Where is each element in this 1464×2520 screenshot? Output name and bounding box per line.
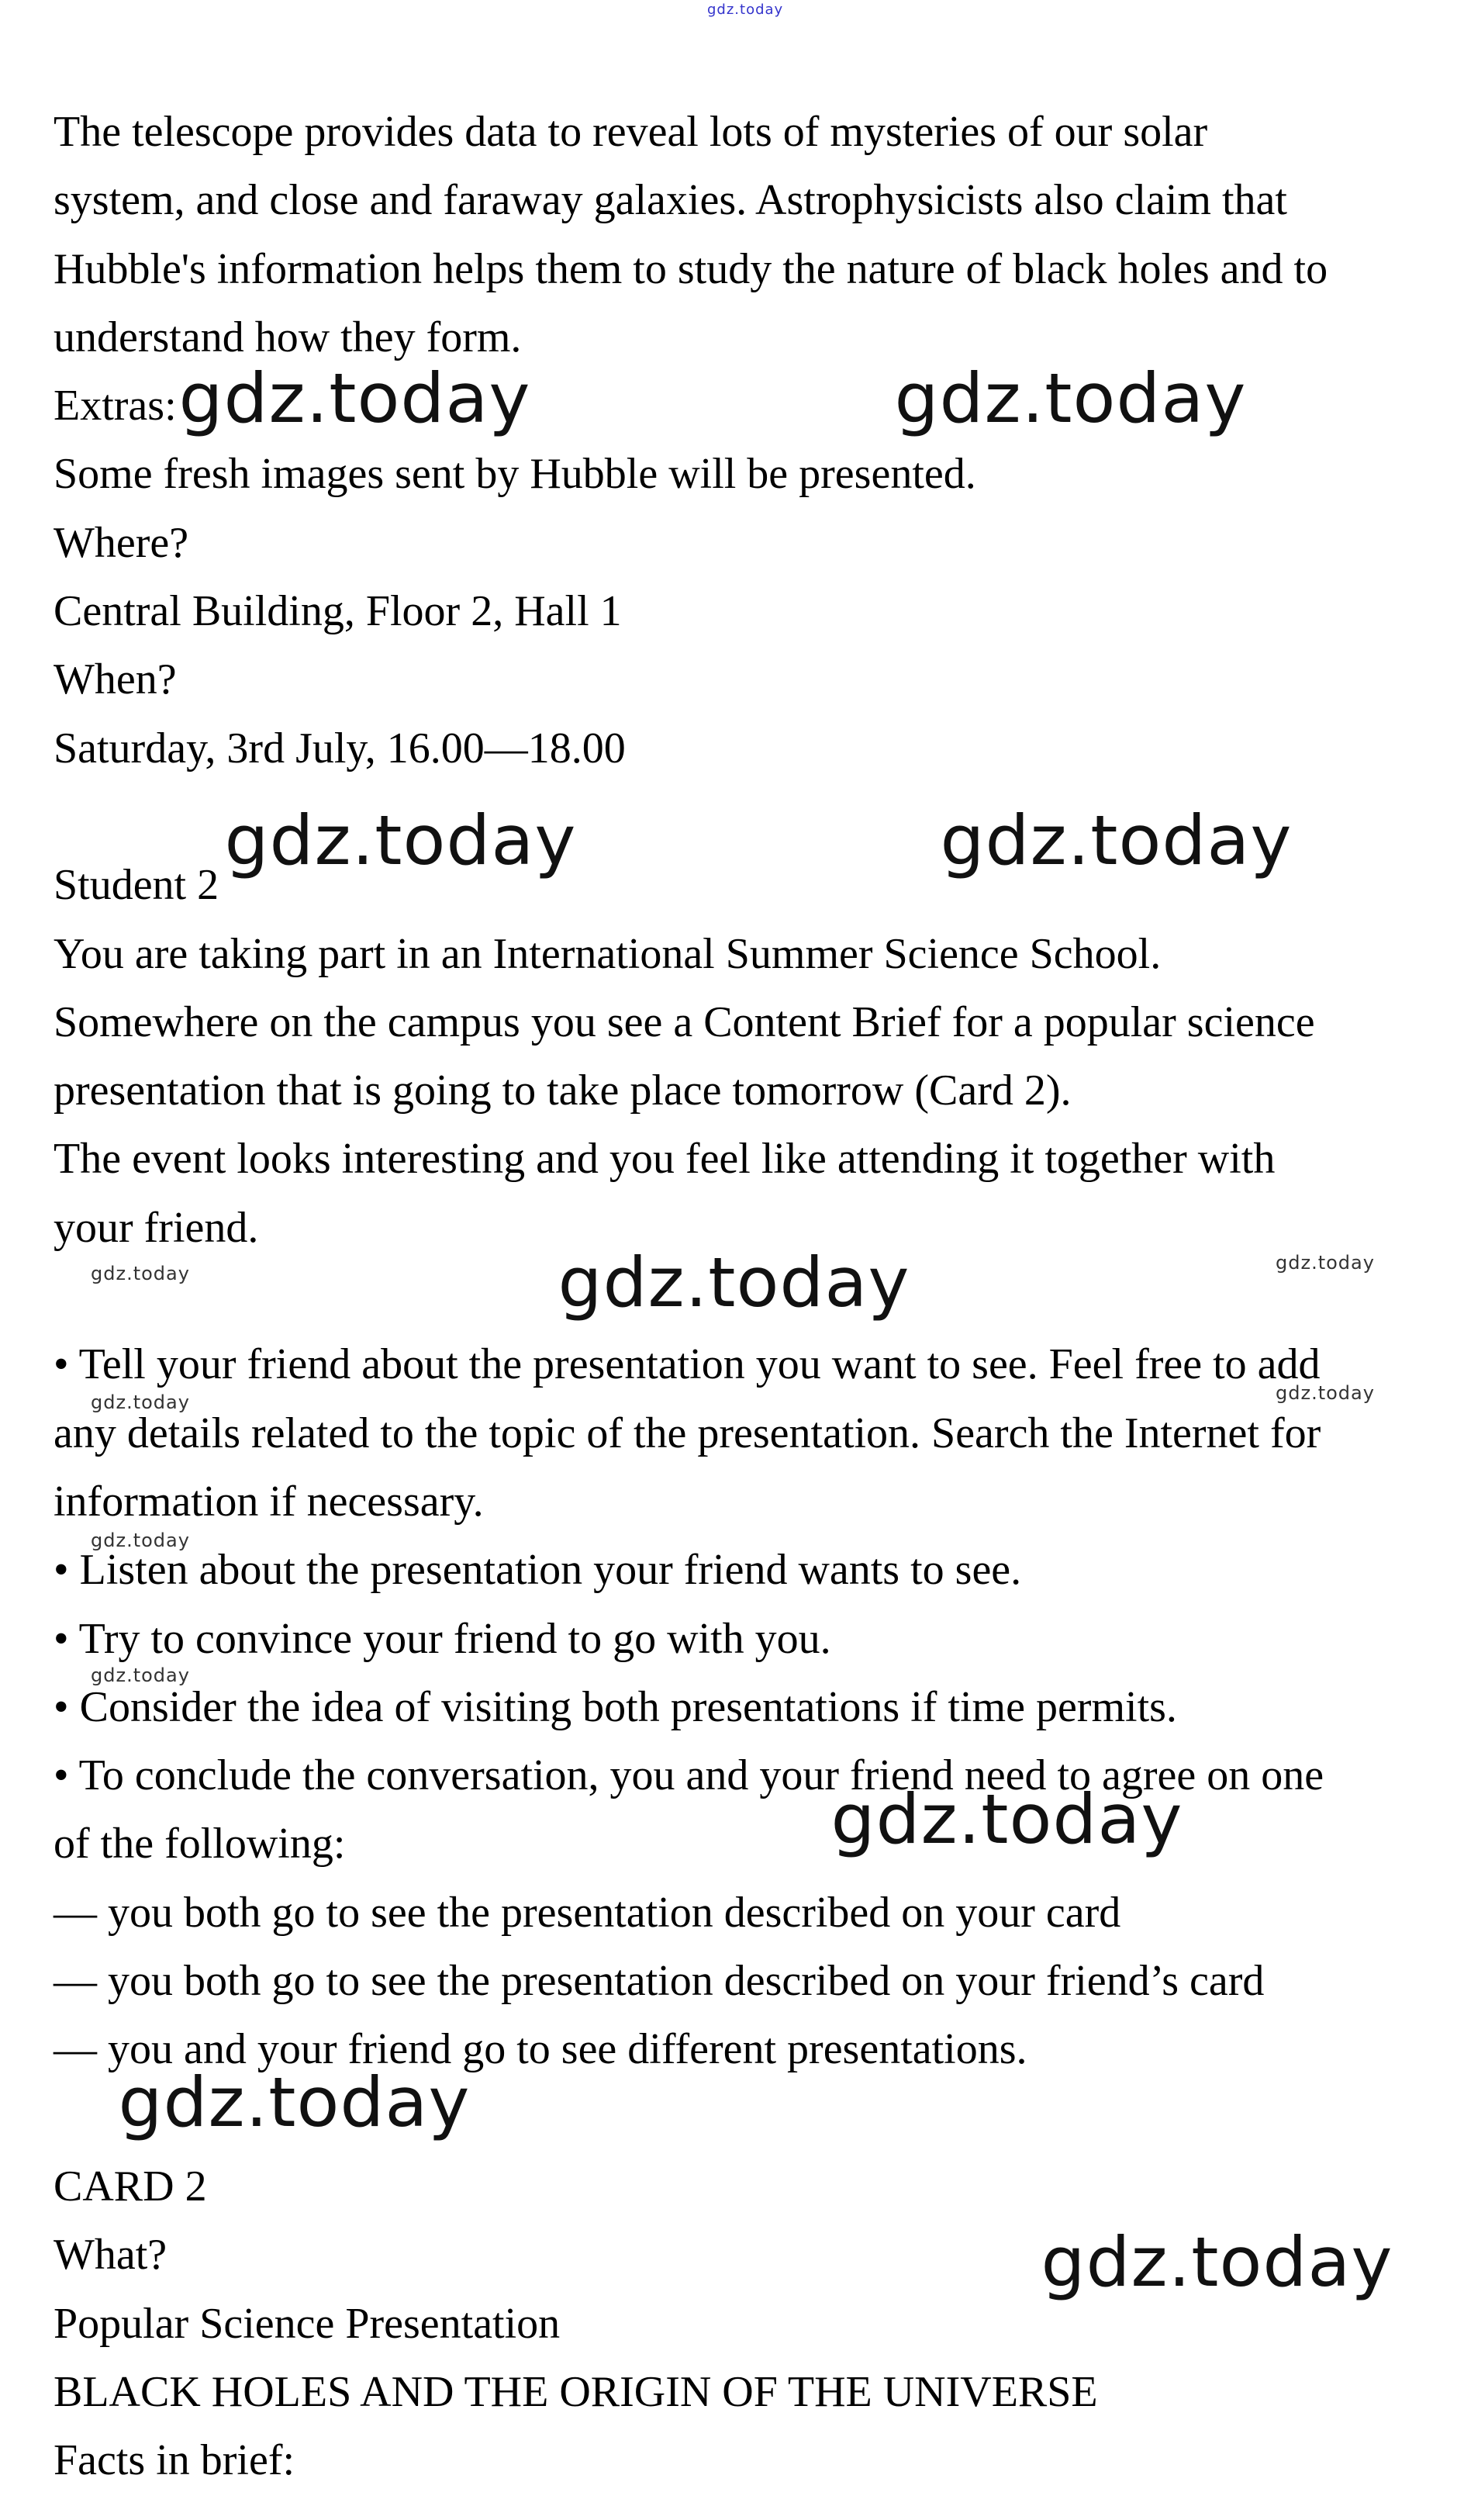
text-line: Some fresh images sent by Hubble will be presented.: [54, 450, 976, 499]
text-line: Student 2: [54, 861, 219, 910]
text-line: The telescope provides data to reveal lots of mysteries of our solar: [54, 108, 1208, 156]
text-line: When?: [54, 655, 177, 704]
text-line: Where?: [54, 518, 189, 567]
watermark-small: gdz.today: [1276, 1382, 1375, 1404]
text-line: BLACK HOLES AND THE ORIGIN OF THE UNIVERSE: [54, 2367, 1098, 2416]
text-line: presentation that is going to take place tomorrow (Card 2).: [54, 1066, 1072, 1115]
text-line: — you both go to see the presentation described on your card: [54, 1888, 1121, 1937]
text-line: • Try to convince your friend to go with you.: [54, 1614, 831, 1663]
text-line: understand how they form.: [54, 313, 522, 361]
watermark: gdz.today: [940, 800, 1293, 880]
text-line: What?: [54, 2231, 167, 2280]
watermark-small: gdz.today: [91, 1530, 190, 1551]
text-line: system, and close and faraway galaxies. Astrophysicists also claim that: [54, 176, 1287, 225]
text-line: Facts in brief:: [54, 2436, 295, 2485]
watermark-small: gdz.today: [91, 1391, 190, 1413]
text-line: Extras:: [54, 382, 177, 430]
text-line: — you and your friend go to see different presentations.: [54, 2025, 1027, 2074]
watermark-small: gdz.today: [91, 1263, 190, 1284]
text-line: Central Building, Floor 2, Hall 1: [54, 587, 622, 636]
watermark-small: gdz.today: [91, 1664, 190, 1686]
text-line: Hubble's information helps them to study the nature of black holes and to: [54, 244, 1328, 293]
text-line: Somewhere on the campus you see a Content Brief for a popular science: [54, 997, 1315, 1046]
text-line: • Tell your friend about the presentation you want to see. Feel free to add: [54, 1340, 1321, 1389]
text-line: information if necessary.: [54, 1477, 484, 1526]
text-line: The event looks interesting and you feel like attending it together with: [54, 1135, 1276, 1184]
watermark: gdz.today: [178, 358, 531, 438]
text-line: of the following:: [54, 1820, 346, 1868]
text-line: CARD 2: [54, 2162, 207, 2211]
text-line: • To conclude the conversation, you and your friend need to agree on one: [54, 1751, 1324, 1800]
watermark-small: gdz.today: [1276, 1252, 1375, 1274]
watermark: gdz.today: [558, 1243, 910, 1322]
text-line: Saturday, 3rd July, 16.00—18.00: [54, 724, 626, 773]
watermark: gdz.today: [894, 358, 1247, 438]
watermark-top: gdz.today: [707, 2, 784, 18]
watermark: gdz.today: [224, 800, 577, 880]
text-line: your friend.: [54, 1203, 259, 1252]
text-line: You are taking part in an International Summer Science School.: [54, 929, 1162, 978]
watermark: gdz.today: [830, 1779, 1183, 1859]
text-line: Popular Science Presentation: [54, 2299, 561, 2348]
text-line: — you both go to see the presentation described on your friend’s card: [54, 1957, 1265, 2006]
text-line: any details related to the topic of the presentation. Search the Internet for: [54, 1409, 1321, 1457]
watermark: gdz.today: [118, 2062, 471, 2142]
text-line: • Listen about the presentation your friend wants to see.: [54, 1546, 1022, 1595]
watermark: gdz.today: [1041, 2222, 1393, 2302]
text-line: • Consider the idea of visiting both presentations if time permits.: [54, 1682, 1177, 1731]
